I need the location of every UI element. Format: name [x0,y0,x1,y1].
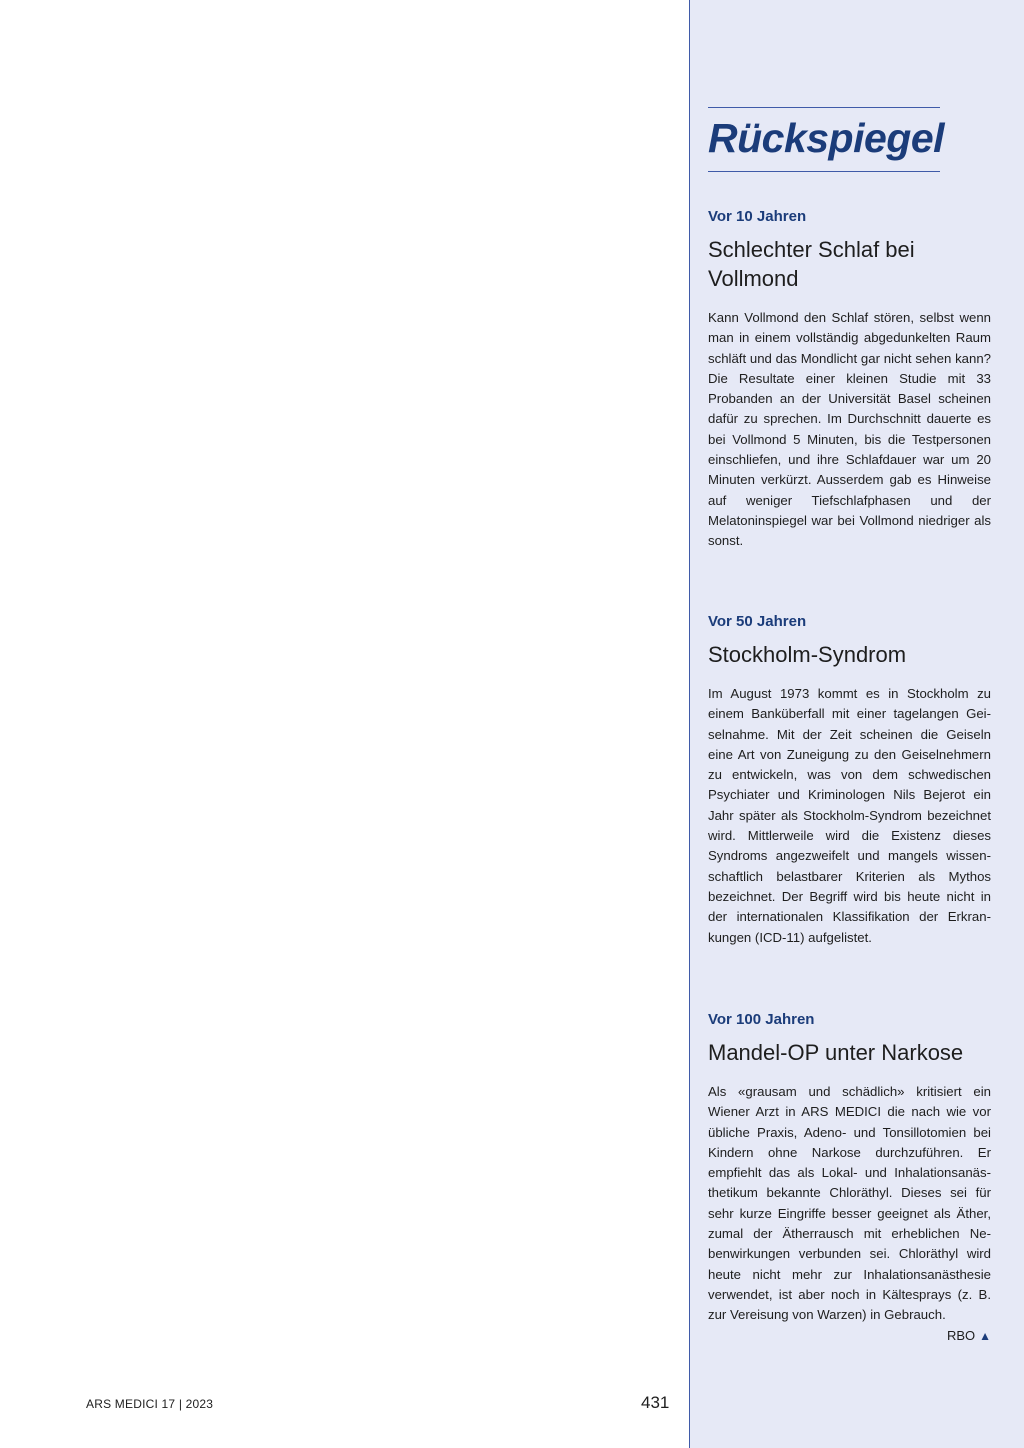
section-title: Rückspiegel [708,115,945,161]
entry-headline: Mandel-OP unter Narkose [708,1040,964,1065]
author-signature [708,1326,991,1346]
entry-headline: Stockholm-Syndrom [708,642,907,667]
title-rule-bottom [708,171,940,172]
footer-page-number: 431 [641,1393,670,1412]
entry-kicker: Vor 100 Jahren [708,1011,815,1028]
title-rule-top [708,107,940,108]
entry-body: Kann Vollmond den Schlaf stören, selbst wenn man in einem vollständig abgedunkelten Raum schläft und das Mondlicht gar nicht sehen kann? Die Resultate einer kleinen Studie mit 33 Probanden an der Universität Basel scheinen dafür zu sprechen. Im Durchschnitt dauerte es bei Vollmond 5 Minuten, bis die Testpersonen einschliefen, und ihre Schlafdauer war um 20 Minuten verkürzt. Ausserdem gab es Hinweise auf weniger Tiefschlafphasen und der Melatoninspiegel war bei Vollmond niedriger als sonst. [708,310,991,549]
signature-initials: RBO [946,1327,976,1343]
entry-body: Als «grausam und schädlich» kritisiert ein Wiener Arzt in ARS MEDICI die nach wie vor übliche Praxis, Adeno- und Tonsillotomien bei Kindern ohne Narkose durchzuführen. Er empfiehlt das als Lokal- und Inhalationsanästhetikum bekannte Chloräthyl. Dieses sei für sehr kurze Eingriffe besser geeignet als Äther, zumal der Ätherrausch mit erheblichen Nebenwirkungen verbunden sei. Chloräthyl wird heute nicht mehr zur Inhalationsanästhesie verwendet, ist aber noch in Kältesprays (z. B. zur Vereisung von Warzen) in Gebrauch. [708,1084,991,1323]
entry-50-years [708,612,991,948]
entry-headline: Schlechter Schlaf bei Vollmond [708,237,915,291]
entry-10-years [708,207,991,552]
entry-kicker: Vor 10 Jahren [708,208,807,225]
end-triangle-icon: ▲ [979,1328,991,1343]
footer-journal-issue: ARS MEDICI 17 | 2023 [86,1397,214,1411]
entry-kicker: Vor 50 Jahren [708,613,807,630]
rueckspiegel-sidebar [689,0,1024,1448]
entry-body: Im August 1973 kommt es in Stockholm zu einem Banküberfall mit einer tagelangen Geiselnahme. Mit der Zeit scheinen die Geiseln eine Art von Zuneigung zu den Geiselnehmern zu entwickeln, was von dem schwedischen Psychiater und Kriminologen Nils Bejerot ein Jahr später als Stockholm-Syndrom bezeichnet wird. Mittlerweile wird die Existenz dieses Syndroms angezweifelt und mangels wissenschaftlich belastbarer Kriterien als Mythos bezeichnet. Der Begriff wird bis heute nicht in der internationalen Klassifikation der Erkrankungen (ICD-11) aufgelistet. [708,686,991,945]
entry-100-years [708,1010,991,1346]
